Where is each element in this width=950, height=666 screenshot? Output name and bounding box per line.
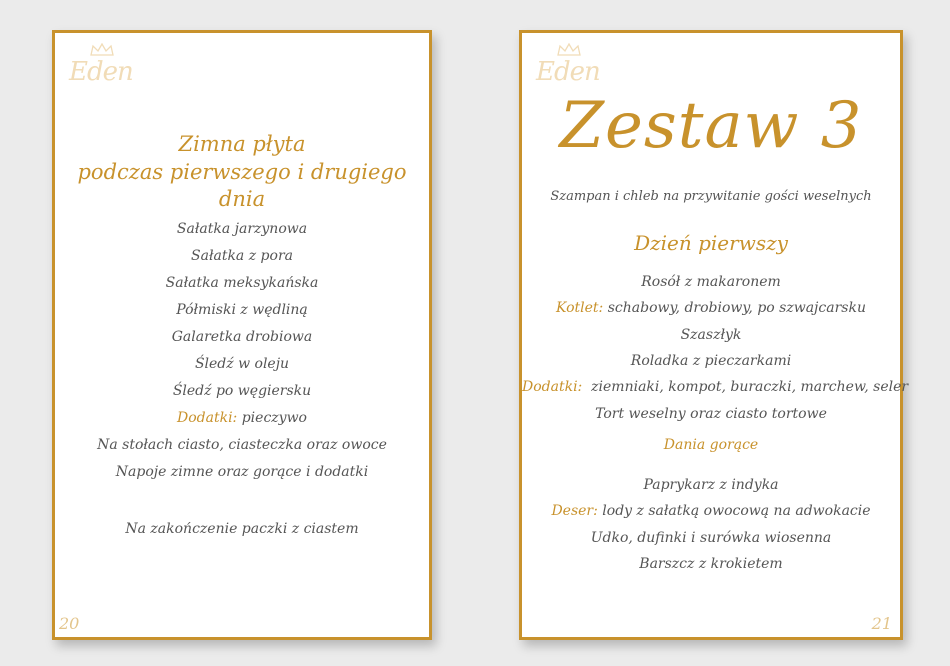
section-title-line2: podczas pierwszego i drugiego dnia [77,160,407,211]
menu-item-text: pieczywo [237,410,307,426]
menu-item-label: Dodatki: [522,379,583,396]
logo-text: Eden [69,57,133,87]
menu-item-text: Napoje zimne oraz gorące i dodatki [115,464,369,480]
hot-dishes-heading: Dania gorące [663,437,759,453]
menu-item [55,356,429,372]
menu-item-text: schabowy, drobiowy, po szwajcarsku [603,300,866,317]
menu-item [55,302,429,318]
section-title-line1: Zimna płyta [178,132,306,156]
menu-item-label: Dodatki: [177,410,238,426]
menu-item-text: Rosół z makaronem [641,274,781,290]
menu-item-text: Na stołach ciasto, ciasteczka oraz owoce [97,437,387,453]
menu-item-label: Deser: [551,503,598,520]
menu-item [55,410,429,426]
menu-item-text: Szaszłyk [680,326,742,343]
menu-item-text: Sałatka meksykańska [165,275,319,291]
welcome-subtitle: Szampan i chleb na przywitanie gości weselnych [550,189,872,204]
menu-item [55,248,429,264]
footer-note: Na zakończenie paczki z ciastem [125,521,359,537]
menu-item [522,503,900,519]
menu-item-text: Barszcz z krokietem [639,555,783,572]
menu-item [522,327,900,343]
menu-item-text: Sałatka jarzynowa [176,221,308,237]
crown-icon [556,43,582,57]
set-title: Zestaw 3 [559,89,863,163]
menu-item [522,300,900,316]
menu-item-text: Śledź w oleju [194,356,290,372]
menu-item [55,437,429,453]
menu-item-text: Udko, dufinki i surówka wiosenna [590,529,832,546]
menu-page-right [519,30,909,640]
eden-logo [69,43,141,95]
menu-item-text: ziemniaki, kompot, buraczki, marchew, seler [582,379,909,396]
page-number: 20 [59,614,80,633]
menu-item [522,379,909,396]
menu-page-left [52,30,432,640]
menu-item-text: lody z sałatką owocową na adwokacie [597,503,871,520]
eden-logo [536,43,608,95]
menu-item-text: Paprykarz z indyka [643,477,779,493]
crown-icon [89,43,115,57]
menu-item [55,329,429,345]
page-number: 21 [871,614,892,633]
menu-item [522,530,900,546]
menu-item-text: Sałatka z pora [191,248,293,264]
menu-item-text: Roladka z pieczarkami [630,352,792,369]
logo-text: Eden [536,57,600,87]
menu-item-label: Kotlet: [556,300,604,317]
day-heading: Dzień pierwszy [634,231,788,255]
menu-item [522,406,900,422]
menu-item-text: Śledź po węgiersku [172,383,312,399]
menu-item [522,274,900,290]
menu-item [55,275,429,291]
menu-item [55,383,429,399]
menu-item-text: Półmiski z wędliną [176,302,308,318]
menu-item [55,221,429,237]
menu-item [522,477,900,493]
menu-item [55,464,429,480]
menu-item-text: Tort weselny oraz ciasto tortowe [595,405,827,422]
menu-item [522,353,900,369]
menu-item [522,556,900,572]
menu-item-text: Galaretka drobiowa [171,329,313,345]
